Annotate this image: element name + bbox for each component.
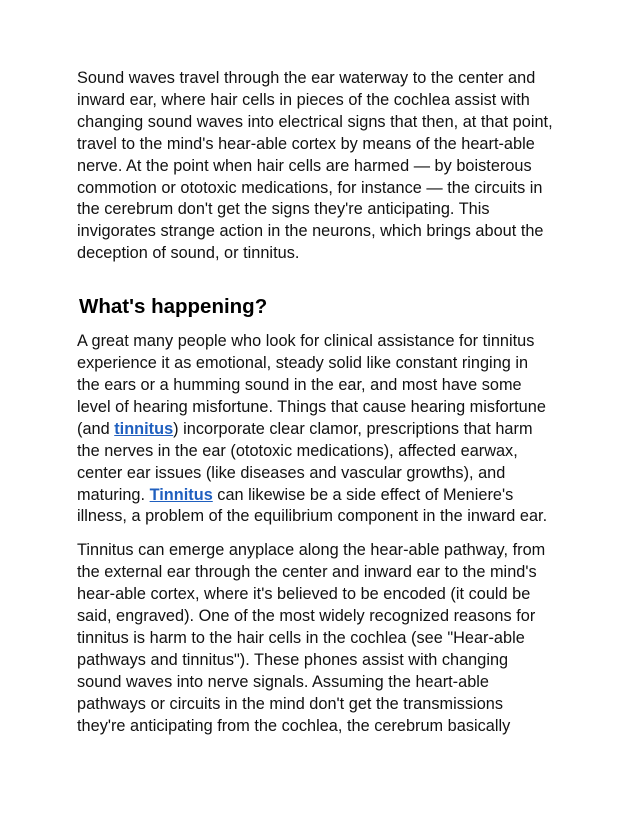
text-fragment: (and [77,419,115,438]
text-line-with-link [77,485,567,507]
text-line: travel to the mind's hear-able cortex by means of the heart-able [77,134,535,153]
text-line: invigorates strange action in the neurons, which brings about the [77,222,544,241]
tinnitus-link[interactable]: tinnitus [114,419,174,438]
text-line: center ear issues (like diseases and vascular growths), and [77,463,506,482]
text-line: the external ear through the center and inward ear to the mind's [77,563,537,582]
text-line: nerve. At the point when hair cells are harmed — by boisterous [77,156,532,175]
paragraph-pathway [77,540,567,737]
text-line: pathways or circuits in the mind don't get the transmissions [77,694,504,713]
text-line: inward ear, where hair cells in pieces of the cochlea assist with [77,90,530,109]
text-line: A great many people who look for clinical assistance for tinnitus [77,332,535,351]
text-line: they're anticipating from the cochlea, the cerebrum basically [77,716,511,735]
text-line: pathways and tinnitus"). These phones assist with changing [77,650,509,669]
text-line: experience it as emotional, steady solid like constant ringing in [77,354,529,373]
text-fragment: can likewise be a side effect of Meniere's [212,485,514,504]
text-line: Tinnitus can emerge anyplace along the hear-able pathway, from [77,541,546,560]
text-line: commotion or ototoxic medications, for instance — the circuits in [77,178,543,197]
text-line: deception of sound, or tinnitus. [77,244,300,263]
text-line: sound waves into nerve signals. Assuming the heart-able [77,672,489,691]
text-line: hear-able cortex, where it's believed to be encoded (it could be [77,585,531,604]
text-line: the cerebrum don't get the signs they're anticipating. This [77,200,490,219]
text-fragment: ) incorporate clear clamor, prescriptions that harm [173,419,533,438]
text-line: changing sound waves into electrical signs that then, at that point, [77,112,553,131]
paragraph-intro [77,68,567,265]
text-line: said, engraved). One of the most widely recognized reasons for [77,607,536,626]
paragraph-whats-happening [77,331,567,528]
text-line: the ears or a humming sound in the ear, and most have some [77,375,522,394]
text-line: tinnitus is harm to the hair cells in the cochlea (see "Hear-able [77,628,525,647]
text-line: level of hearing misfortune. Things that cause hearing misfortune [77,397,546,416]
text-line: illness, a problem of the equilibrium component in the inward ear. [77,507,548,526]
section-heading: What's happening? [79,295,268,319]
tinnitus-link-capitalized[interactable]: Tinnitus [149,485,213,504]
text-fragment: maturing. [77,485,150,504]
text-line-with-link [77,419,567,441]
text-line: Sound waves travel through the ear waterway to the center and [77,69,536,87]
document-page [77,68,567,737]
text-line: the nerves in the ear (ototoxic medications), affected earwax, [77,441,518,460]
